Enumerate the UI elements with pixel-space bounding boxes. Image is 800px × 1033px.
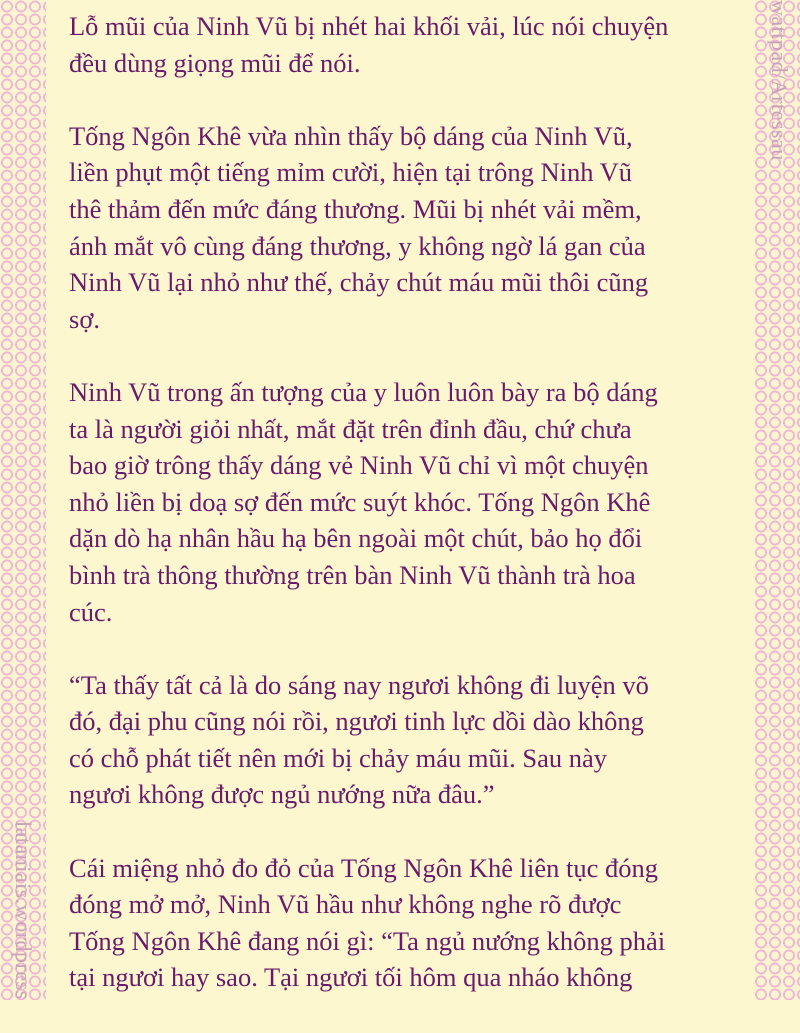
page-content (48, 0, 750, 1000)
right-watermark: wattpad/Artessau (767, 0, 792, 161)
left-decorative-border (0, 0, 46, 1000)
left-watermark: lataniais.wordpress (11, 821, 36, 1000)
right-decorative-border (754, 0, 800, 1000)
paragraph-1: Lỗ mũi của Ninh Vũ bị nhét hai khối vải, lúc nói chuyện đều dùng giọng mũi để nói. (69, 11, 669, 78)
story-text (69, 8, 755, 1033)
paragraph-2: Tống Ngôn Khê vừa nhìn thấy bộ dáng của Ninh Vũ, liền phụt một tiếng mỉm cười, hiện tại trông Ninh Vũ thê thảm đến mức đáng thương. Mũi bị nhét vải mềm, ánh mắt vô cùng đáng thương, y không ngờ lá gan của Ninh Vũ lại nhỏ như thế, chảy chút máu mũi thôi cũng sợ. (69, 120, 649, 334)
paragraph-4: “Ta thấy tất cả là do sáng nay ngươi không đi luyện võ đó, đại phu cũng nói rồi, ngươi tinh lực dồi dào không có chỗ phát tiết nên mới bị chảy máu mũi. Sau này ngươi không được ngủ nướng nữa đâu.” (69, 669, 649, 810)
paragraph-3: Ninh Vũ trong ấn tượng của y luôn luôn bày ra bộ dáng ta là người giỏi nhất, mắt đặt trên đỉnh đầu, chứ chưa bao giờ trông thấy dáng vẻ Ninh Vũ chỉ vì một chuyện nhỏ liền bị doạ sợ đến mức suýt khóc. Tống Ngôn Khê dặn dò hạ nhân hầu hạ bên ngoài một chút, bảo họ đổi bình trà thông thường trên bàn Ninh Vũ thành trà hoa cúc. (69, 376, 658, 627)
paragraph-5: Cái miệng nhỏ đo đỏ của Tống Ngôn Khê liên tục đóng đóng mở mở, Ninh Vũ hầu như không nghe rõ được Tống Ngôn Khê đang nói gì: “Ta ngủ nướng không phải tại ngươi hay sao. Tại ngươi tối hôm qua nháo không (69, 852, 666, 993)
